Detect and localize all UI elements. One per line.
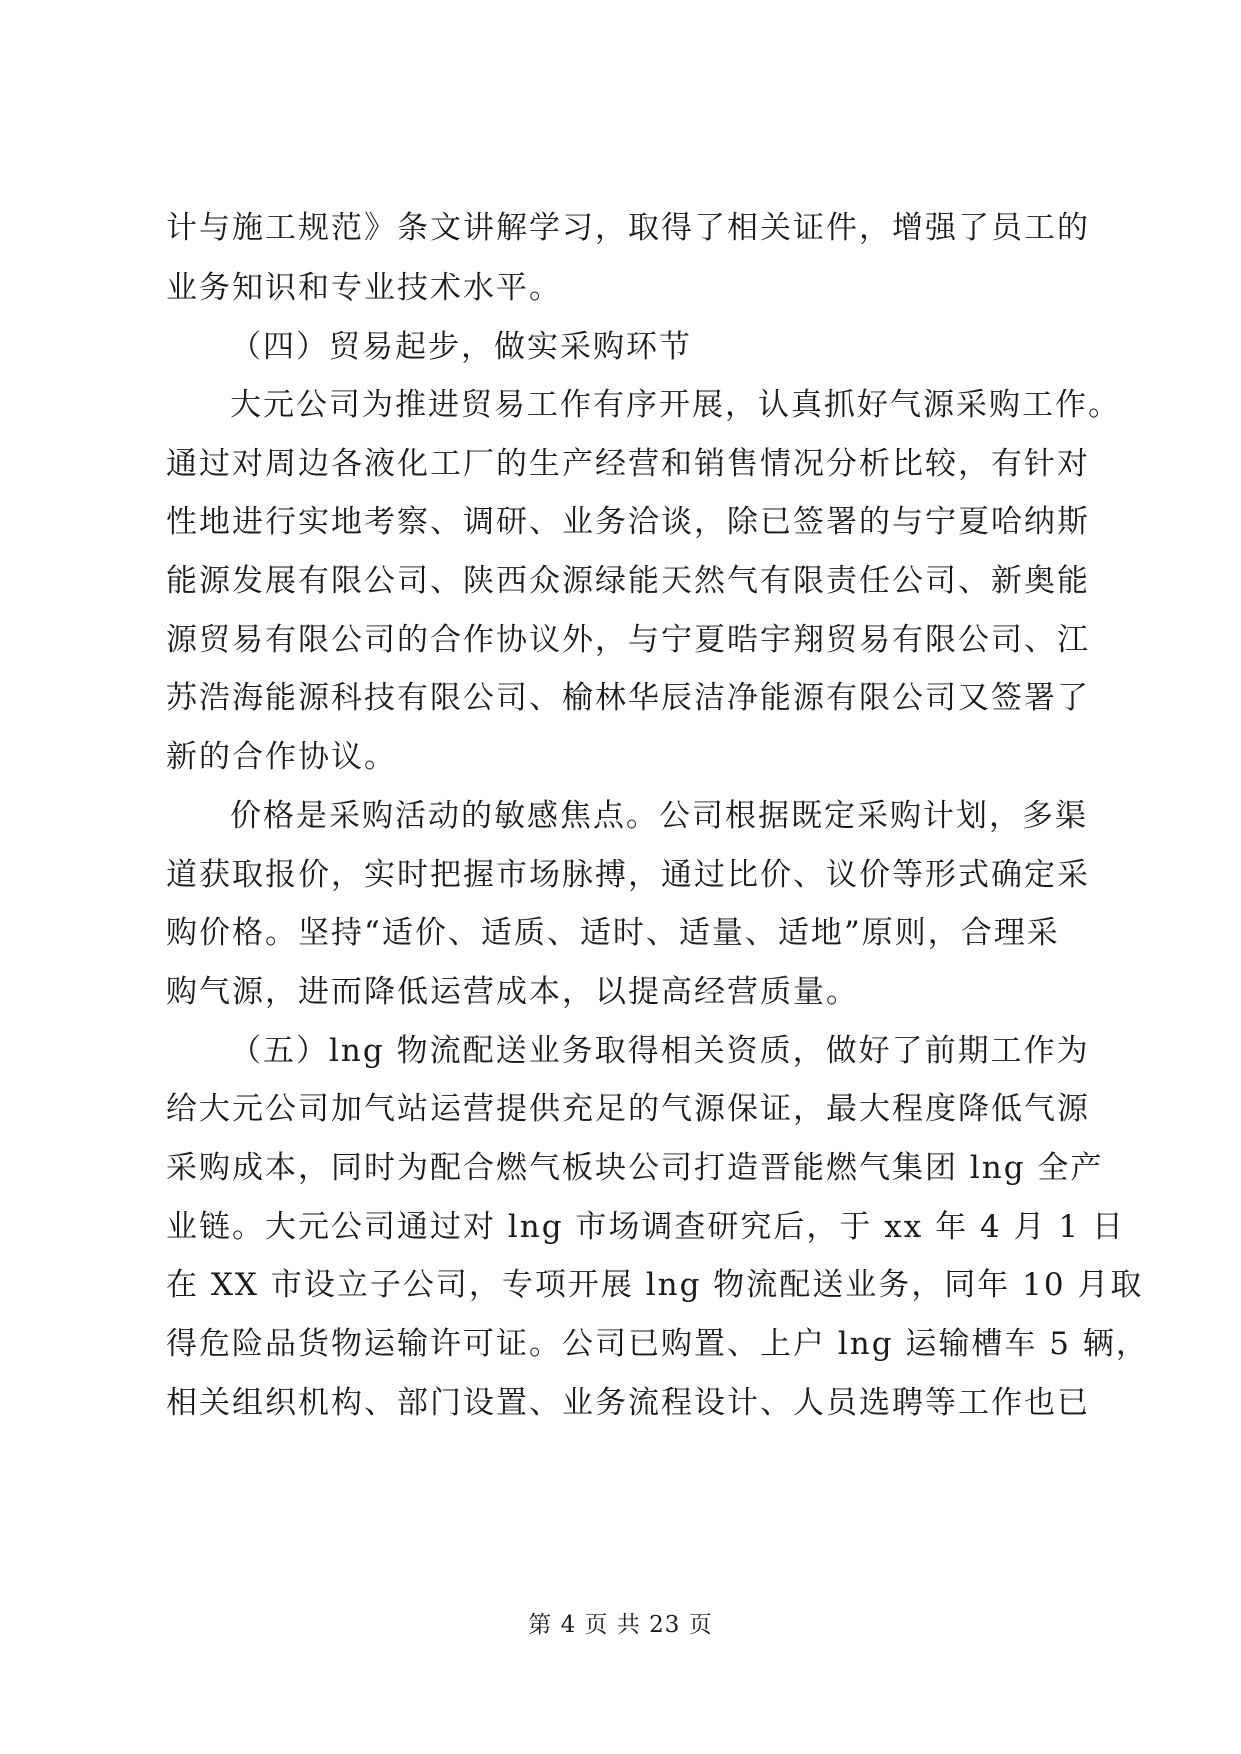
body-line: 新的合作协议。 xyxy=(166,739,397,775)
body-line: 性地进行实地考察、调研、业务洽谈，除已签署的与宁夏哈纳斯 xyxy=(166,504,1090,540)
page-number-footer: 第 4 页 共 23 页 xyxy=(528,1612,713,1638)
body-line: 得危险品货物运输许可证。公司已购置、上户 lng 运输槽车 5 辆， xyxy=(166,1326,1149,1362)
body-line: 业务知识和专业技术水平。 xyxy=(166,270,562,306)
body-line: 购气源，进而降低运营成本，以提高经营质量。 xyxy=(166,974,859,1010)
body-line: 能源发展有限公司、陕西众源绿能天然气有限责任公司、新奥能 xyxy=(166,563,1090,599)
body-line: 计与施工规范》条文讲解学习，取得了相关证件，增强了员工的 xyxy=(166,210,1090,246)
body-line: 购价格。坚持“适价、适质、适时、适量、适地”原则，合理采 xyxy=(166,915,1060,951)
body-line: 道获取报价，实时把握市场脉搏，通过比价、议价等形式确定采 xyxy=(166,857,1090,893)
body-line: 通过对周边各液化工厂的生产经营和销售情况分析比较，有针对 xyxy=(166,446,1090,482)
body-line: 在 XX 市设立子公司，专项开展 lng 物流配送业务，同年 10 月取 xyxy=(166,1267,1144,1303)
body-line: 相关组织机构、部门设置、业务流程设计、人员选聘等工作也已 xyxy=(166,1385,1090,1421)
section-heading: （四）贸易起步，做实采购环节 xyxy=(230,329,692,365)
body-line: 给大元公司加气站运营提供充足的气源保证，最大程度降低气源 xyxy=(166,1091,1090,1127)
body-line: 采购成本，同时为配合燃气板块公司打造晋能燃气集团 lng 全产 xyxy=(166,1150,1104,1186)
body-line: 苏浩海能源科技有限公司、榆林华辰洁净能源有限公司又签署了 xyxy=(166,680,1090,716)
body-line: 源贸易有限公司的合作协议外，与宁夏晧宇翔贸易有限公司、江 xyxy=(166,622,1090,658)
body-line: 价格是采购活动的敏感焦点。公司根据既定采购计划，多渠 xyxy=(230,798,1088,834)
body-line: 大元公司为推进贸易工作有序开展，认真抓好气源采购工作。 xyxy=(230,387,1121,423)
section-heading: （五）lng 物流配送业务取得相关资质，做好了前期工作为 xyxy=(230,1033,1090,1069)
body-line: 业链。大元公司通过对 lng 市场调查研究后，于 xx 年 4 月 1 日 xyxy=(166,1209,1125,1245)
